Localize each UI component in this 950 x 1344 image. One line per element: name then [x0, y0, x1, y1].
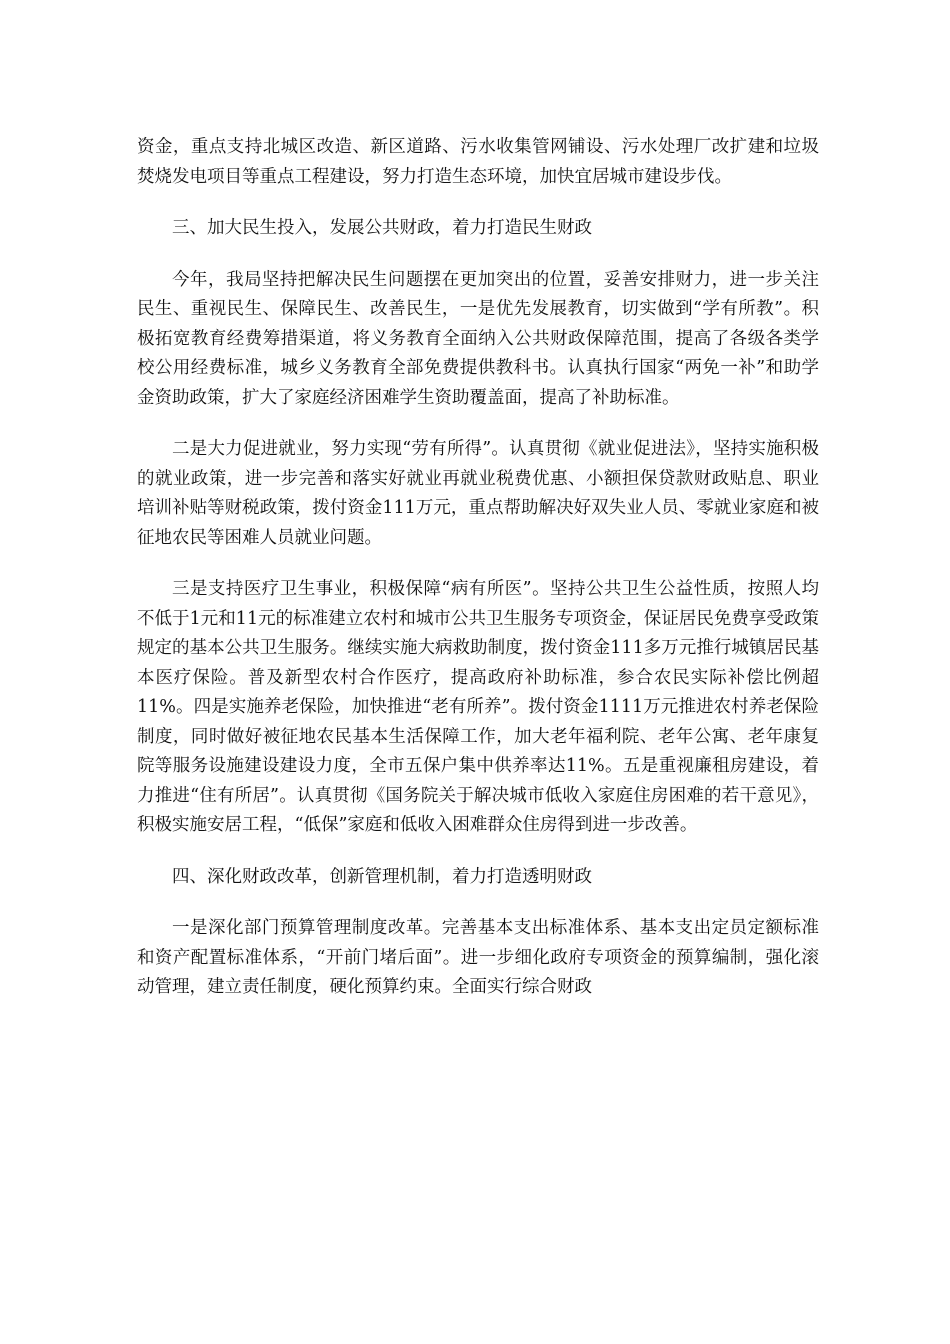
section-heading-4: 四、深化财政改革，创新管理机制，着力打造透明财政 — [172, 866, 592, 887]
document-page — [137, 133, 819, 1025]
paragraph-healthcare: 三是支持医疗卫生事业，积极保障“病有所医”。坚持公共卫生公益性质，按照人均不低于1元和11元的标准建立农村和城市公共卫生服务专项资金，保证居民免费享受政策规定的基本公共卫生服务。继续实施大病救助制度，拨付资金111多万元推行城镇居民基本医疗保险。普及新型农村合作医疗，提高政府补助标准，参合农民实际补偿比例超11%。四是实施养老保险，加快推进“老有所养”。拨付资金1111万元推进农村养老保险制度，同时做好被征地农民基本生活保障工作，加大老年福利院、老年公寓、老年康复院等服务设施建设建设力度，全市五保户集中供养率达11%。五是重视廉租房建设，着力推进“住有所居”。认真贯彻《国务院关于解决城市低收入家庭住房困难的若干意见》，积极实施安居工程，“低保”家庭和低收入困难群众住房得到进一步改善。 — [137, 579, 819, 835]
paragraph-education: 今年，我局坚持把解决民生问题摆在更加突出的位置，妥善安排财力，进一步关注民生、重视民生、保障民生、改善民生，一是优先发展教育，切实做到“学有所教”。积极拓宽教育经费筹措渠道，将义务教育全面纳入公共财政保障范围，提高了各级各类学校公用经费标准，城乡义务教育全部免费提供教科书。认真执行国家“两免一补”和助学金资助政策，扩大了家庭经济困难学生资助覆盖面，提高了补助标准。 — [137, 269, 819, 408]
paragraph-employment: 二是大力促进就业，努力实现“劳有所得”。认真贯彻《就业促进法》，坚持实施积极的就业政策，进一步完善和落实好就业再就业税费优惠、小额担保贷款财政贴息、职业培训补贴等财税政策，拨付资金111万元，重点帮助解决好双失业人员、零就业家庭和被征地农民等困难人员就业问题。 — [137, 439, 819, 548]
paragraph-budget-reform: 一是深化部门预算管理制度改革。完善基本支出标准体系、基本支出定员定额标准和资产配置标准体系，“开前门堵后面”。进一步细化政府专项资金的预算编制，强化滚动管理，建立责任制度，硬化预算约束。全面实行综合财政 — [137, 918, 819, 997]
paragraph-continuation: 资金，重点支持北城区改造、新区道路、污水收集管网铺设、污水处理厂改扩建和垃圾焚烧发电项目等重点工程建设，努力打造生态环境，加快宜居城市建设步伐。 — [137, 137, 819, 187]
section-heading-3: 三、加大民生投入，发展公共财政，着力打造民生财政 — [172, 218, 592, 238]
